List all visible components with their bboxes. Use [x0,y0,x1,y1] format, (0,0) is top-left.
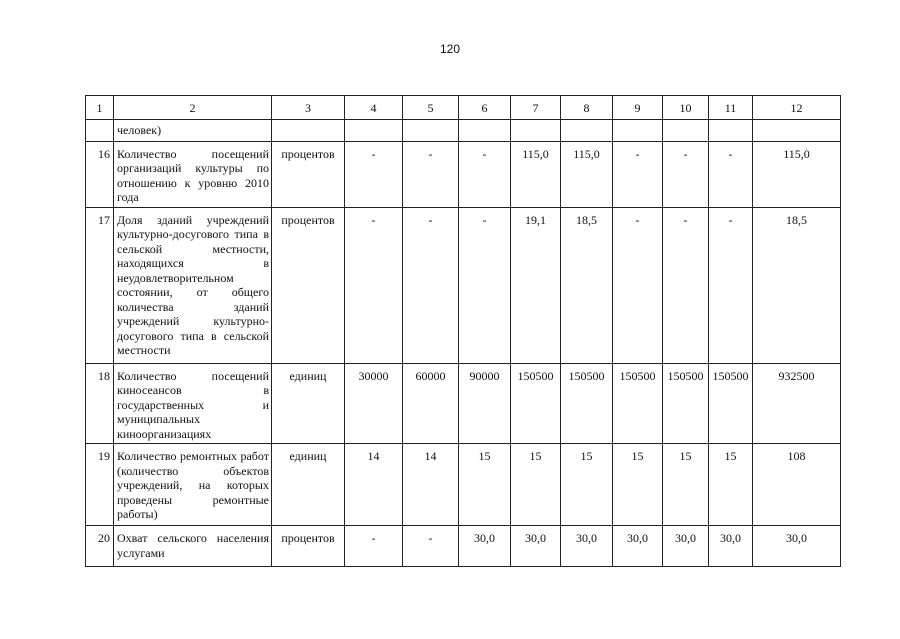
indicator-name-cell: Охват сельского населения услугами [114,526,272,567]
row-number-cell: 19 [86,444,114,526]
value-cell: 30000 [345,363,403,444]
header-row [86,96,841,120]
unit-cell: единиц [272,444,345,526]
value-cell [709,120,753,142]
total-cell: 108 [753,444,841,526]
unit-cell: процентов [272,141,345,207]
value-cell: - [403,141,459,207]
table-row [86,363,841,444]
value-cell [403,120,459,142]
value-cell: 15 [511,444,561,526]
value-cell: 30,0 [459,526,511,567]
header-cell: 7 [511,96,561,120]
value-cell: 30,0 [663,526,709,567]
value-cell: - [709,207,753,363]
value-cell: - [613,207,663,363]
indicator-name-cell: Доля зданий учреждений культурно-досугового типа в сельской местности, находящихся в неудовлетворительном состоянии, от общего количества зданий учреждений культурно-досугового типа в сельской местности [114,207,272,363]
value-cell: - [459,207,511,363]
indicator-name-cell: Количество посещений организаций культуры по отношению к уровню 2010 года [114,141,272,207]
value-cell: 150500 [709,363,753,444]
value-cell: 15 [663,444,709,526]
value-cell: - [345,141,403,207]
value-cell: - [663,141,709,207]
value-cell: - [709,141,753,207]
value-cell: 60000 [403,363,459,444]
header-cell: 9 [613,96,663,120]
table-row [86,207,841,363]
value-cell: - [345,207,403,363]
value-cell: 150500 [511,363,561,444]
value-cell: 30,0 [709,526,753,567]
value-cell: 14 [345,444,403,526]
table-row [86,526,841,567]
total-cell: 932500 [753,363,841,444]
value-cell: 18,5 [561,207,613,363]
value-cell: 90000 [459,363,511,444]
total-cell [753,120,841,142]
row-number-cell: 17 [86,207,114,363]
row-number-cell: 18 [86,363,114,444]
value-cell: - [345,526,403,567]
header-cell: 11 [709,96,753,120]
table-row [86,444,841,526]
unit-cell: процентов [272,207,345,363]
indicator-name-cell: Количество ремонтных работ (количество объектов учреждений, на которых проведены ремонтные работы) [114,444,272,526]
header-cell: 2 [114,96,272,120]
value-cell: - [613,141,663,207]
value-cell: 150500 [663,363,709,444]
indicator-name-cell: Количество посещений киносеансов в государственных и муниципальных киноорганизациях [114,363,272,444]
header-cell: 1 [86,96,114,120]
header-cell: 8 [561,96,613,120]
unit-cell [272,120,345,142]
value-cell: - [403,526,459,567]
value-cell [663,120,709,142]
value-cell: - [663,207,709,363]
value-cell [459,120,511,142]
value-cell: 19,1 [511,207,561,363]
total-cell: 18,5 [753,207,841,363]
total-cell: 30,0 [753,526,841,567]
header-cell: 3 [272,96,345,120]
table-row [86,141,841,207]
unit-cell: единиц [272,363,345,444]
value-cell [345,120,403,142]
value-cell: 15 [709,444,753,526]
value-cell: - [403,207,459,363]
header-cell: 4 [345,96,403,120]
value-cell [511,120,561,142]
value-cell: 30,0 [613,526,663,567]
row-number-cell [86,120,114,142]
header-cell: 10 [663,96,709,120]
value-cell: 15 [561,444,613,526]
value-cell: 115,0 [561,141,613,207]
value-cell: 30,0 [511,526,561,567]
value-cell: 115,0 [511,141,561,207]
value-cell [561,120,613,142]
header-cell: 5 [403,96,459,120]
indicator-name-cell: человек) [114,120,272,142]
value-cell: 30,0 [561,526,613,567]
row-number-cell: 16 [86,141,114,207]
value-cell: 150500 [613,363,663,444]
page-number: 120 [439,42,461,56]
value-cell: - [459,141,511,207]
total-cell: 115,0 [753,141,841,207]
value-cell [613,120,663,142]
header-cell: 6 [459,96,511,120]
unit-cell: процентов [272,526,345,567]
value-cell: 14 [403,444,459,526]
table-row [86,120,841,142]
value-cell: 15 [459,444,511,526]
value-cell: 150500 [561,363,613,444]
indicators-table [85,95,841,567]
row-number-cell: 20 [86,526,114,567]
value-cell: 15 [613,444,663,526]
header-cell: 12 [753,96,841,120]
